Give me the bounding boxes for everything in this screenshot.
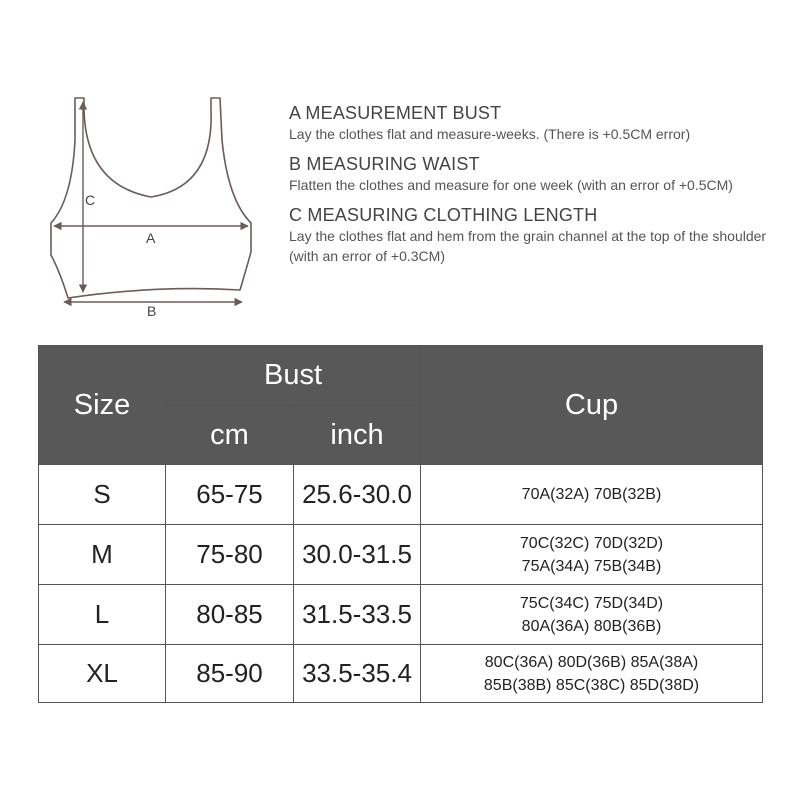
cm-cell: 75-80 (166, 525, 294, 585)
table-row (39, 525, 763, 585)
header-cm: cm (166, 406, 294, 465)
cm-cell: 65-75 (166, 465, 294, 525)
note-desc: Lay the clothes flat and measure-weeks. (There is +0.5CM error) (289, 126, 691, 142)
note-bust (289, 102, 789, 144)
inch-cell: 31.5-33.5 (294, 585, 421, 645)
note-title: C MEASURING CLOTHING LENGTH (289, 205, 598, 225)
inch-cell: 33.5-35.4 (294, 645, 421, 703)
header-cup: Cup (421, 346, 763, 465)
header-size: Size (39, 346, 166, 465)
garment-diagram (46, 90, 266, 330)
note-title: B MEASURING WAIST (289, 154, 480, 174)
cup-line: 85B(38B) 85C(38C) 85D(38D) (483, 676, 700, 694)
cm-cell: 80-85 (166, 585, 294, 645)
cup-line: 75C(34C) 75D(34D) (519, 594, 664, 612)
cup-cell (421, 585, 763, 645)
cup-cell (421, 525, 763, 585)
note-waist (289, 153, 789, 195)
cup-line: 70C(32C) 70D(32D) (519, 534, 664, 552)
table-row (39, 585, 763, 645)
size-cell: L (39, 585, 166, 645)
cm-cell: 85-90 (166, 645, 294, 703)
size-cell: S (39, 465, 166, 525)
size-cell: XL (39, 645, 166, 703)
table-row (39, 465, 763, 525)
note-desc: Flatten the clothes and measure for one week (with an error of +0.5CM) (289, 177, 733, 193)
header-bust: Bust (166, 346, 421, 406)
table-row (39, 645, 763, 703)
size-chart-table (38, 345, 763, 703)
note-title: A MEASUREMENT BUST (289, 103, 502, 123)
label-b: B (147, 303, 157, 319)
cup-line: 80A(36A) 80B(36B) (521, 617, 662, 635)
cup-line: 75A(34A) 75B(34B) (521, 557, 662, 575)
cup-cell (421, 645, 763, 703)
header-inch: inch (294, 406, 421, 465)
cup-line: 70A(32A) 70B(32B) (521, 486, 662, 503)
measurement-notes (289, 102, 789, 275)
inch-cell: 30.0-31.5 (294, 525, 421, 585)
label-a: A (146, 230, 156, 246)
size-cell: M (39, 525, 166, 585)
cup-cell (421, 465, 763, 525)
label-c: C (85, 192, 96, 208)
note-length (289, 204, 789, 266)
cup-line: 80C(36A) 80D(36B) 85A(38A) (484, 653, 699, 671)
inch-cell: 25.6-30.0 (294, 465, 421, 525)
note-desc: Lay the clothes flat and hem from the grain channel at the top of the shoulder (with an error of +0.3CM) (289, 228, 767, 264)
crop-top-outline-icon (46, 90, 266, 330)
